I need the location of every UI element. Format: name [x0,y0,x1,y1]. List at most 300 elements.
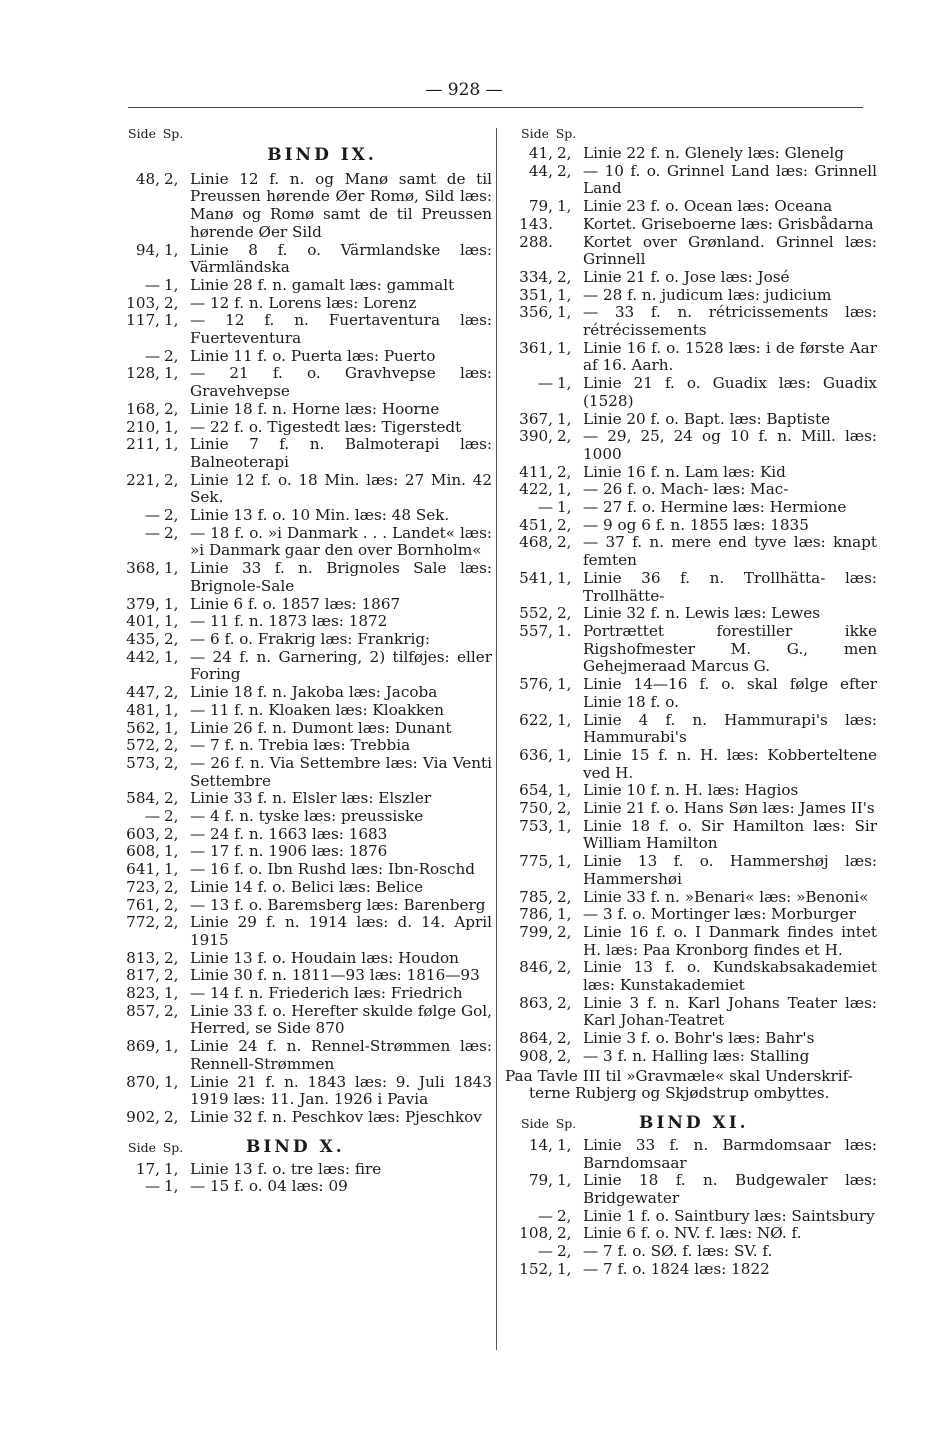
entry-side: 775, [519,852,553,871]
entry-text: — 12 f. n. Fuertaventura læs: Fuerteventura [190,311,492,348]
entry-column: 2, [164,895,179,914]
erratum-entry [505,623,877,676]
entry-side: 870, [126,1072,160,1091]
entry-column: 2, [557,604,572,623]
entry-side: 79, [528,1171,553,1190]
erratum-entry [505,570,877,605]
erratum-entry [505,517,877,535]
entry-column: 1, [557,1171,572,1190]
entry-side: — [144,275,160,294]
entry-text: Linie 13 f. o. tre læs: fire [190,1159,382,1178]
erratum-entry [505,269,877,287]
entry-column: 2, [164,753,179,772]
erratum-entry [505,676,877,711]
entry-column: 2, [164,506,179,525]
entry-side: — [144,807,160,826]
entry-side: 390, [519,427,553,446]
erratum-entry [112,755,492,790]
entry-text: Linie 3 f. o. Bohr's læs: Bahr's [583,1029,815,1048]
entry-text: Linie 24 f. n. Rennel-Strømmen læs: Rennell-Strømmen [190,1037,492,1073]
entry-side: 864, [519,1029,553,1048]
entry-column: 2, [557,1242,572,1261]
entry-text: Linie 14 f. o. Belici læs: Belice [190,877,424,896]
entry-text: Linie 36 f. n. Trollhätta- læs: Trollhätte- [583,568,877,605]
entry-column: 2, [557,533,572,552]
entry-column: 2, [557,515,572,534]
entry-column: 2, [557,462,572,481]
entry-column: 1, [557,816,572,835]
entry-side: 622, [519,710,553,729]
column-header [505,123,877,145]
erratum-entry [112,295,492,313]
entry-side: — [144,523,160,542]
entry-side: 468, [519,533,553,552]
erratum-entry [112,525,492,560]
erratum-entry [112,596,492,614]
erratum-entry [505,712,877,747]
erratum-entry [112,507,492,525]
entry-column: 2, [164,470,179,489]
erratum-entry [112,985,492,1003]
entry-column: 2, [164,346,179,365]
entry-side: 557, [519,621,553,640]
entry-text: — 29, 25, 24 og 10 f. n. Mill. læs: 1000 [583,427,877,463]
erratum-entry [505,287,877,305]
erratum-entry [112,649,492,684]
erratum-entry [112,684,492,702]
entry-side: 451, [519,515,553,534]
side-label: Side [521,126,549,142]
page-number: — 928 — [425,80,503,100]
entry-text: — 10 f. o. Grinnel Land læs: Grinnell Land [583,161,877,198]
entry-column: 2, [164,399,179,418]
erratum-entry [112,1161,492,1179]
entry-column: 1, [164,559,179,578]
entry-side: 14, [528,1135,553,1154]
erratum-entry [112,843,492,861]
entry-side: 785, [519,887,553,906]
entry-text: Linie 21 f. o. Jose læs: José [583,267,790,286]
entry-column: 1, [557,409,572,428]
entry-column: 2, [164,877,179,896]
entry-side: 94, [135,240,160,259]
entry-text: Linie 11 f. o. Puerta læs: Puerto [190,346,436,365]
entry-side: 379, [126,594,160,613]
erratum-entry [112,631,492,649]
entry-column: 1, [557,303,572,322]
entry-text: — 26 f. n. Via Settembre læs: Via Venti Settembre [190,753,492,790]
entry-side: 552, [519,604,553,623]
entry-column: 1, [164,417,179,436]
entry-side: 143. [519,214,553,233]
erratum-entry [112,914,492,949]
entry-text: Linie 33 f. n. Barmdomsaar læs: Barndomsaar [583,1135,877,1172]
entry-text: — 16 f. o. Ibn Rushd læs: Ibn-Roschd [190,860,475,879]
entry-column: 2, [557,1029,572,1048]
entry-text: Linie 33 f. o. Herefter skulde følge Gol, Herred, se Side 870 [190,1001,492,1038]
entry-column: 1, [164,1037,179,1056]
erratum-entry [505,481,877,499]
entry-column: 2, [557,993,572,1012]
entry-text: — 33 f. n. rétricissements læs: rétrécissements [583,303,877,340]
erratum-entry [112,1003,492,1038]
entry-side: 79, [528,197,553,216]
side-label: Side [521,1116,549,1132]
entry-column: 2, [557,144,572,162]
erratum-entry [505,304,877,339]
erratum-entry [505,234,877,269]
erratum-entry [505,216,877,234]
entry-side: 356, [519,303,553,322]
entry-column: 1, [557,568,572,587]
entry-side: 168, [126,399,160,418]
entry-column [553,234,583,269]
entry-text: — 28 f. n. judicum læs: judicium [583,285,832,304]
entry-column: 2, [164,824,179,843]
entry-side: 103, [126,293,160,312]
entry-side: 786, [519,905,553,924]
side-label: Side [128,126,156,142]
entry-text: — 14 f. n. Friederich læs: Friedrich [190,984,463,1003]
entry-text: Linie 28 f. n. gamalt læs: gammalt [190,275,455,294]
plate-note-line2: terne Rubjerg og Skjødstrup ombyttes. [529,1084,830,1103]
entry-text: — 24 f. n. 1663 læs: 1683 [190,824,388,843]
entry-column: 1, [164,860,179,879]
entry-text: Linie 3 f. n. Karl Johans Teater læs: Karl Johan-Teatret [583,993,877,1030]
bind-x-header [112,1135,492,1161]
entry-side: 572, [126,736,160,755]
entry-column: 1, [164,984,179,1003]
sp-label: Sp. [555,1116,577,1132]
entry-side: 367, [519,409,553,428]
entry-column: 1, [164,240,179,259]
erratum-entry [112,1178,492,1196]
erratum-entry [505,1030,877,1048]
entry-column: 1, [164,842,179,861]
erratum-entry [112,897,492,915]
entry-text: Linie 20 f. o. Bapt. læs: Baptiste [583,409,831,428]
entry-text: Linie 4 f. n. Hammurapi's læs: Hammurabi's [583,710,877,747]
entry-side: 823, [126,984,160,1003]
entry-side: 857, [126,1001,160,1020]
entry-side: 846, [519,958,553,977]
entry-side: 481, [126,700,160,719]
entry-text: — 12 f. n. Lorens læs: Lorenz [190,293,417,312]
entry-text: Portrættet forestiller ikke Rigshofmester M. G., men Gehejmeraad Marcus G. [583,621,877,676]
erratum-entry [112,419,492,437]
entry-side: 573, [126,753,160,772]
erratum-entry [112,348,492,366]
header-rule [128,107,863,108]
erratum-entry [505,1208,877,1226]
entry-text: Linie 13 f. o. Hammershøj læs: Hammershøi [583,852,877,888]
entry-column: 1, [164,718,179,737]
erratum-entry [112,1109,492,1127]
entry-side: 48, [135,169,160,188]
entry-column: 1, [557,905,572,924]
right-column [505,123,877,1279]
entry-column: 1, [557,374,572,393]
plate-note [505,1068,877,1103]
entry-side: — [537,1242,553,1261]
entry-text: Linie 1 f. o. Saintbury læs: Saintsbury [583,1206,875,1225]
entry-text: Linie 33 f. n. Brignoles Sale læs: Brignole-Sale [190,559,492,595]
entry-text: Linie 12 f. o. 18 Min. læs: 27 Min. 42 Sek. [190,470,492,507]
entry-column: 1, [557,1135,572,1154]
erratum-entry [505,1243,877,1261]
entry-side: 411, [519,462,553,481]
erratum-entry [505,198,877,216]
sp-label: Sp. [162,126,184,142]
entry-side: 908, [519,1046,553,1065]
erratum-entry [112,826,492,844]
erratum-entry [505,1225,877,1243]
entry-side: 813, [126,948,160,967]
entry-column: 1, [164,435,179,454]
entry-text: Linie 23 f. o. Ocean læs: Oceana [583,197,833,216]
entry-side: 654, [519,781,553,800]
entry-side: 334, [519,267,553,286]
entry-text: Linie 18 f. n. Jakoba læs: Jacoba [190,683,438,702]
entry-side: 211, [126,435,160,454]
entry-column: 1, [557,498,572,517]
erratum-entry [112,737,492,755]
entry-text: Linie 29 f. n. 1914 læs: d. 14. April 1915 [190,913,492,949]
entry-column: 2, [557,161,572,180]
entry-text: — 3 f. n. Halling læs: Stalling [583,1046,810,1065]
entry-text: — 17 f. n. 1906 læs: 1876 [190,842,388,861]
entry-column: 1, [164,647,179,666]
erratum-entry [505,464,877,482]
entry-side: 636, [519,745,553,764]
entry-text: Linie 30 f. n. 1811—93 læs: 1816—93 [190,966,480,985]
erratum-entry [505,1172,877,1207]
erratum-entry [505,818,877,853]
entry-column: 2, [164,948,179,967]
entry-side: 351, [519,285,553,304]
entry-side: 772, [126,913,160,932]
erratum-entry [505,340,877,375]
entry-side: 422, [519,480,553,499]
entry-side: 608, [126,842,160,861]
entry-side: 221, [126,470,160,489]
erratum-entry [505,906,877,924]
entry-side: 128, [126,364,160,383]
erratum-entry [112,950,492,968]
entry-side: 447, [126,683,160,702]
entry-text: Linie 33 f. n. »Benari« læs: »Benoni« [583,887,869,906]
erratum-entry [505,924,877,959]
entry-side: 817, [126,966,160,985]
entry-column: 2, [164,789,179,808]
entry-text: — 21 f. o. Gravhvepse læs: Gravehvepse [190,364,492,401]
entry-side: 541, [519,568,553,587]
erratum-entry [505,800,877,818]
entry-column: 1, [164,1072,179,1091]
entry-side: 753, [519,816,553,835]
entry-text: — 6 f. o. Frakrig læs: Frankrig: [190,629,431,648]
entry-column: 2, [164,629,179,648]
entry-side: 288. [519,232,553,251]
entry-text: Linie 13 f. o. Houdain læs: Houdon [190,948,459,967]
entry-text: — 7 f. o. SØ. f. læs: SV. f. [583,1242,773,1261]
bind-x-heading: BIND X. [246,1136,345,1157]
erratum-entry [112,861,492,879]
entry-text: Linie 21 f. n. 1843 læs: 9. Juli 1843 1919 læs: 11. Jan. 1926 i Pavia [190,1072,492,1109]
entry-column: 2, [557,1224,572,1243]
entry-side: 761, [126,895,160,914]
entry-text: Linie 18 f. n. Budgewaler læs: Bridgewater [583,1171,877,1208]
erratum-entry [505,1261,877,1279]
entry-side: 603, [126,824,160,843]
left-column [112,123,492,1196]
entry-text: Linie 13 f. o. 10 Min. læs: 48 Sek. [190,506,450,525]
entry-column: 2, [557,922,572,941]
entry-text: Kortet over Grønland. Grinnel læs: Grinnell [583,232,877,269]
plate-note-line1: Paa Tavle III til »Gravmæle« skal Underskrif- [505,1066,853,1085]
entry-side: 723, [126,877,160,896]
entry-side: 869, [126,1037,160,1056]
entry-text: — 13 f. o. Baremsberg læs: Barenberg [190,895,486,914]
entry-text: Linie 10 f. n. H. læs: Hagios [583,781,799,800]
erratum-entry [505,499,877,517]
entry-column: 2, [164,966,179,985]
entry-side: 108, [519,1224,553,1243]
entry-side: 17, [135,1159,160,1178]
entry-column: 2, [164,1107,179,1126]
entry-text: Linie 26 f. n. Dumont læs: Dunant [190,718,452,737]
entry-column: 2, [557,958,572,977]
entry-text: Linie 12 f. n. og Manø samt de til Preussen hørende Øer Romø, Sild læs: Manø og Romø samt de til Preussen hørende Øer Sild [190,169,492,241]
entry-column: 2, [164,736,179,755]
entry-text: Linie 16 f. n. Lam læs: Kid [583,462,786,481]
entry-column: 2, [164,523,179,542]
entry-text: — 24 f. n. Garnering, 2) tilføjes: eller Foring [190,647,492,684]
entry-column: 1, [557,338,572,357]
entry-column: 1, [164,700,179,719]
entry-text: — 11 f. n. 1873 læs: 1872 [190,612,388,631]
entry-text: Linie 13 f. o. Kundskabsakademiet læs: Kunstakademiet [583,958,877,995]
entry-text: — 27 f. o. Hermine læs: Hermione [583,498,847,517]
erratum-entry [112,277,492,295]
column-header [112,123,492,145]
entry-column: 1, [164,594,179,613]
entry-column: 1, [557,1259,572,1278]
entry-text: — 37 f. n. mere end tyve læs: knapt femten [583,533,877,570]
entry-column: 1, [164,311,179,330]
erratum-entry [112,312,492,347]
entry-text: — 4 f. n. tyske læs: preussiske [190,807,424,826]
entry-side: — [144,506,160,525]
entry-column: 1, [557,781,572,800]
erratum-entry [112,808,492,826]
entry-column: 2, [164,1001,179,1020]
entry-column: 1. [557,621,572,640]
entry-side: — [537,1206,553,1225]
erratum-entry [112,1038,492,1073]
entry-text: Linie 32 f. n. Lewis læs: Lewes [583,604,821,623]
entry-text: — 15 f. o. 04 læs: 09 [190,1177,348,1196]
entry-text: Linie 22 f. n. Glenely læs: Glenelg [583,144,844,162]
erratum-entry [505,959,877,994]
entry-column: 1, [557,710,572,729]
entry-text: — 3 f. o. Mortinger læs: Morburger [583,905,856,924]
entry-side: 44, [528,161,553,180]
entry-column: 1, [557,197,572,216]
entry-column: 1, [557,285,572,304]
entry-side: 584, [126,789,160,808]
erratum-entry [112,242,492,277]
erratum-entry [505,375,877,410]
erratum-entry [505,747,877,782]
entry-column: 1, [164,1177,179,1196]
entry-text: — 7 f. n. Trebia læs: Trebbia [190,736,411,755]
entry-column: 1, [557,480,572,499]
entry-column: 1, [164,364,179,383]
entry-column: 1, [557,675,572,694]
entry-side: — [537,374,553,393]
entry-side: 799, [519,922,553,941]
entry-side: 41, [528,144,553,162]
entry-side: 210, [126,417,160,436]
entry-text: — 22 f. o. Tigestedt læs: Tigerstedt [190,417,462,436]
entry-side: 117, [126,311,160,330]
entry-side: 750, [519,799,553,818]
bind-ix-heading: BIND IX. [267,145,377,165]
entry-text: Linie 16 f. o. 1528 læs: i de første Aar af 16. Aarh. [583,338,877,375]
entry-column [553,216,583,234]
bind-x-list-cont [505,145,877,1066]
entry-text: Linie 14—16 f. o. skal følge efter Linie 18 f. o. [583,675,877,711]
erratum-entry [505,145,877,163]
entry-column: 2, [164,913,179,932]
entry-side: 368, [126,559,160,578]
erratum-entry [505,163,877,198]
entry-column: 2, [557,887,572,906]
erratum-entry [505,1048,877,1066]
bind-xi-list [505,1137,877,1279]
erratum-entry [112,790,492,808]
entry-text: Linie 18 f. o. Sir Hamilton læs: Sir William Hamilton [583,816,877,853]
erratum-entry [112,702,492,720]
entry-text: — 9 og 6 f. n. 1855 læs: 1835 [583,515,809,534]
entry-side: 641, [126,860,160,879]
erratum-entry [505,889,877,907]
entry-text: — 11 f. n. Kloaken læs: Kloakken [190,700,444,719]
erratum-entry [112,401,492,419]
erratum-entry [112,967,492,985]
entry-side: 152, [519,1259,553,1278]
entry-side: — [537,498,553,517]
entry-text: — 7 f. o. 1824 læs: 1822 [583,1259,770,1278]
erratum-entry [505,605,877,623]
erratum-entry [505,853,877,888]
entry-side: — [144,1177,160,1196]
entry-column: 2, [164,683,179,702]
erratum-entry [112,560,492,595]
erratum-entry [112,436,492,471]
bind-xi-heading: BIND XI. [639,1113,749,1134]
entry-text: Kortet. Griseboerne læs: Grisbådarna [583,214,874,233]
side-label: Side [128,1139,156,1155]
entry-text: Linie 18 f. n. Horne læs: Hoorne [190,399,440,418]
entry-text: Linie 21 f. o. Guadix læs: Guadix (1528) [583,374,877,410]
erratum-entry [505,1137,877,1172]
entry-text: Linie 15 f. n. H. læs: Kobberteltene ved H. [583,745,877,782]
erratum-entry [112,171,492,242]
entry-text: Linie 8 f. o. Värmlandske læs: Värmländska [190,240,492,277]
entry-text: Linie 7 f. n. Balmoterapi læs: Balneoterapi [190,435,492,471]
